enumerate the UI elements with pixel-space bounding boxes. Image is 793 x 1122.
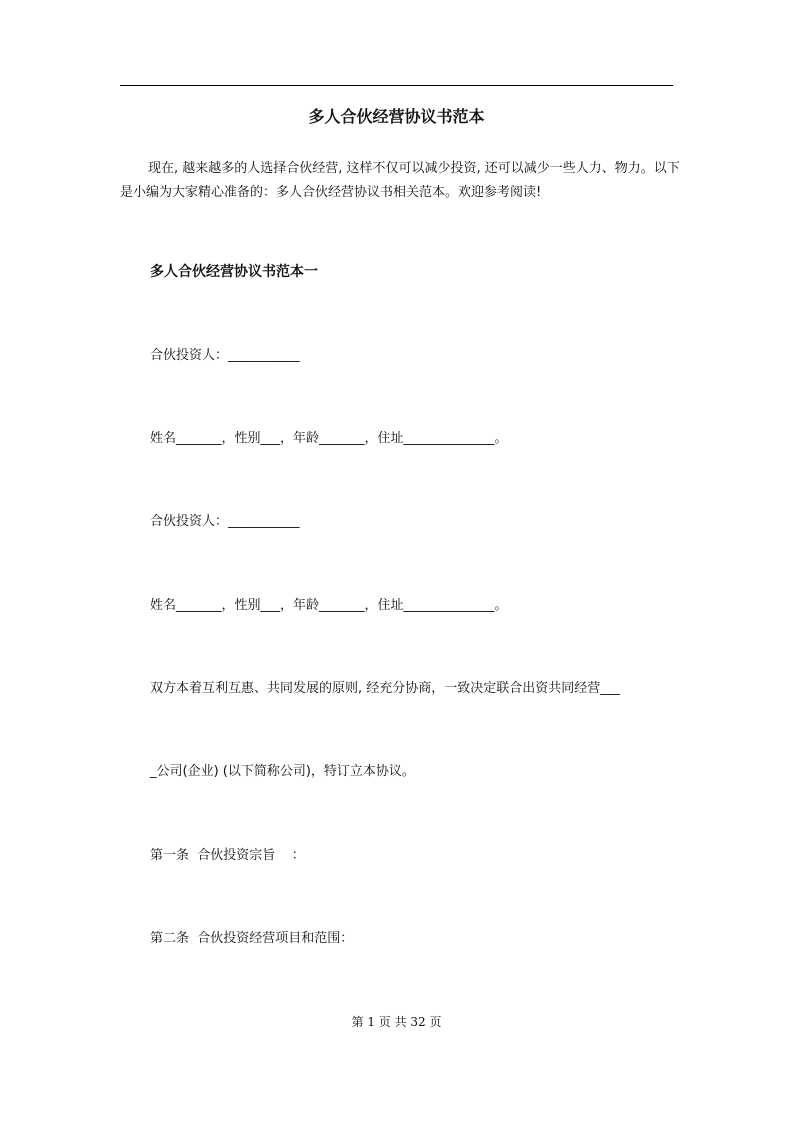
agreement-clause-continuation: _公司(企业) (以下简称公司)，特订立本协议。: [150, 764, 415, 779]
partner-investor-line-2: 合伙投资人：___________: [150, 514, 300, 529]
page-indicator: 第 1 页 共 32 页: [351, 1015, 442, 1029]
article-one: 第一条 合伙投资宗旨 ：: [150, 848, 305, 863]
header-rule: [120, 85, 673, 86]
partner-details-line-2: 姓名_______，性别___，年龄_______，住址______________。: [150, 598, 508, 613]
article-two: 第二条 合伙投资经营项目和范围：: [150, 931, 354, 946]
agreement-clause-line: 双方本着互利互惠、共同发展的原则, 经充分协商，一致决定联合出资共同经营___: [150, 681, 620, 696]
partner-details-line-1: 姓名_______，性别___，年龄_______，住址______________。: [150, 431, 508, 446]
partner-investor-line-1: 合伙投资人：___________: [150, 348, 300, 363]
intro-paragraph: 现在, 越来越多的人选择合伙经营, 这样不仅可以减少投资, 还可以减少一些人力、物力。以下是小编为大家精心准备的：多人合伙经营协议书相关范本。欢迎参考阅读!: [120, 161, 680, 200]
section-heading: 多人合伙经营协议书范本一: [150, 264, 318, 280]
document-title: 多人合伙经营协议书范本: [308, 107, 485, 126]
